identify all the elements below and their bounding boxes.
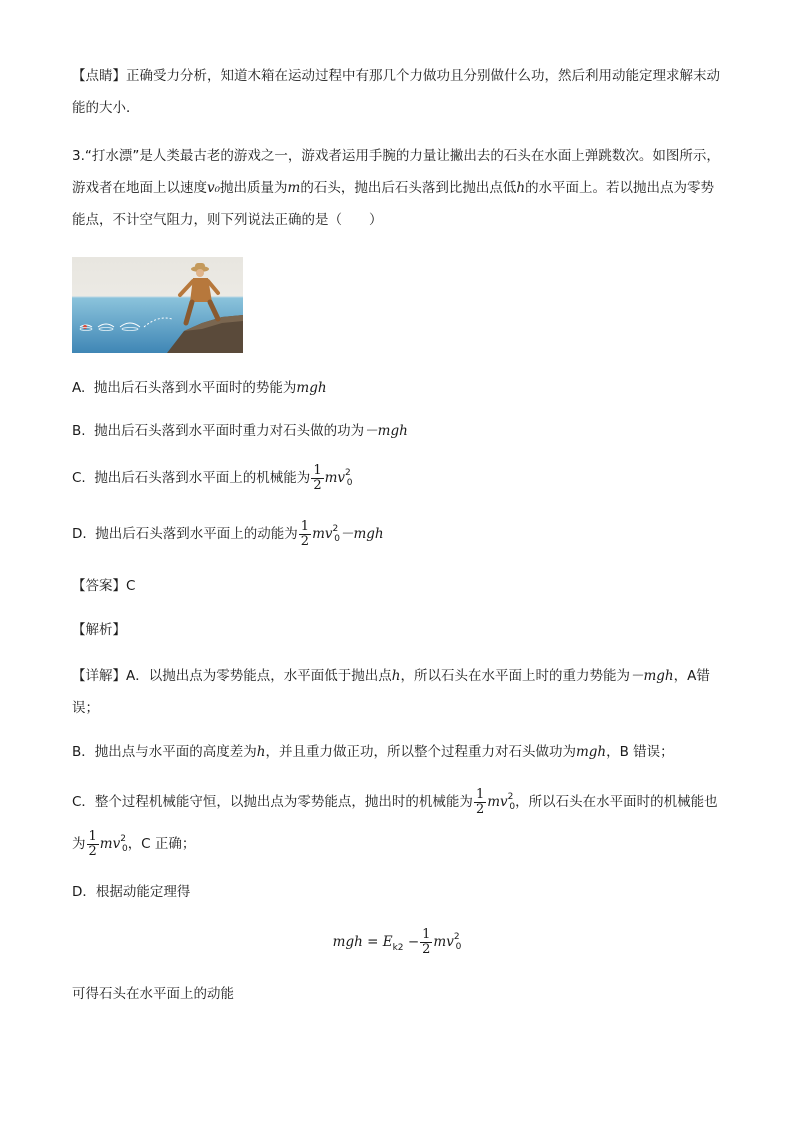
detail-text: ，B 错误；: [606, 744, 674, 760]
question-text: 的水平面上。若以抛出点为零势能点，不计空气阻力，则下列说法正确的是（ ）: [72, 180, 715, 228]
detail-text: ，所以石头在水平面时的机械能也为: [72, 794, 718, 852]
option-a-text: 抛出后石头落到水平面时的势能为: [93, 380, 297, 396]
fraction-half: $\frac{1}{2}$: [300, 518, 310, 549]
eq-lhs: mgh: [332, 934, 363, 950]
option-a-label: A.: [72, 380, 86, 396]
fraction-half: $\frac{1}{2}$: [422, 926, 431, 957]
option-b-text: 抛出后石头落到水平面时重力对石头做的功为: [94, 423, 365, 439]
option-b-label: B.: [72, 423, 86, 439]
option-b: [72, 415, 722, 447]
detail-text: 可得石头在水平面上的动能: [72, 986, 234, 1002]
detail-text: ，C 正确；: [127, 836, 196, 852]
detail-text: ，A错误；: [72, 668, 710, 716]
detail-b: [72, 736, 722, 768]
analysis-tag: 【解析】: [72, 622, 126, 638]
detail-c: C．整个过程机械能守恒，以抛出点为零势能点，抛出时的机械能为 $\frac{1}{2}$ $mv^2_0$，所以石头在水平面时的机械能也为 $\frac{1}{2}$ $mv^2_0$，C 正确；: [72, 786, 718, 859]
expr-mv: mv: [312, 526, 333, 542]
expr-mv: mv: [324, 470, 346, 486]
option-a: [72, 372, 722, 404]
answer-line: [72, 570, 722, 602]
var-h: h: [391, 668, 401, 684]
eq-minus: −: [407, 934, 420, 950]
detail-a: [72, 660, 722, 724]
question-text: “打水漂”是人类最古老的游戏之一，游戏者运用手腕的力量让撇出去的石头在水面上弹跳数次。如图所示，游戏者在地面上以速度: [72, 148, 720, 196]
option-d-label: D.: [72, 526, 87, 542]
detail-text: B．抛出点与水平面的高度差为: [72, 744, 257, 760]
question-text: 抛出质量为: [220, 180, 288, 196]
detail-text: C．整个过程机械能守恒，以抛出点为零势能点，抛出时的机械能为: [72, 794, 473, 810]
expr-mv: mv: [99, 836, 121, 852]
option-d-text: 抛出后石头落到水平面上的动能为: [95, 526, 298, 542]
var-v0: v₀: [207, 180, 221, 196]
var-h: h: [256, 744, 266, 760]
question-number: 3.: [72, 148, 85, 164]
analysis-heading: [72, 614, 722, 646]
stone-skipping-illustration: [72, 257, 243, 353]
answer-value: C: [126, 578, 136, 594]
fraction-half: $\frac{1}{2}$: [313, 462, 322, 493]
detail-text: D．根据动能定理得: [72, 884, 191, 900]
question-paragraph: [72, 140, 722, 236]
fraction-half: $\frac{1}{2}$: [88, 828, 97, 859]
note-tag: 【点睛】: [72, 68, 126, 84]
option-d-tail: －mgh: [339, 526, 384, 542]
question-text: 的石头，抛出后石头落到比抛出点低: [300, 180, 517, 196]
option-a-expr: mgh: [296, 380, 327, 396]
eq-ek-sub: k2: [392, 943, 404, 953]
detail-text: A．以抛出点为零势能点，水平面低于抛出点: [126, 668, 392, 684]
var-m: m: [287, 180, 301, 196]
option-c-text: 抛出后石头落到水平面上的机械能为: [94, 470, 311, 486]
detail-tag: 【详解】: [72, 668, 126, 684]
note-text: 正确受力分析，知道木箱在运动过程中有那几个力做功且分别做什么功，然后利用动能定理求解末动能的大小．: [72, 68, 720, 116]
option-c: C. 抛出后石头落到水平面上的机械能为 $\frac{1}{2}$ $mv^2_0$: [72, 462, 353, 493]
detail-last-line: [72, 978, 722, 1010]
detail-text: ，并且重力做正功，所以整个过程重力对石头做功为: [265, 744, 576, 760]
eq-ek: E: [382, 934, 393, 950]
detail-b-expr: mgh: [575, 744, 607, 760]
expr-mv: mv: [487, 794, 508, 810]
note-paragraph: [72, 60, 722, 124]
expr-mv: mv: [433, 934, 454, 950]
eq-equals: =: [367, 934, 379, 950]
fraction-half: $\frac{1}{2}$: [475, 786, 485, 817]
detail-a-expr: －mgh: [629, 668, 674, 684]
detail-d: [72, 876, 722, 908]
answer-tag: 【答案】: [72, 578, 126, 594]
option-c-label: C.: [72, 470, 86, 486]
option-d: D. 抛出后石头落到水平面上的动能为 $\frac{1}{2}$ $mv^2_0-mgh$: [72, 518, 384, 549]
detail-text: ，所以石头在水平面上时的重力势能为: [400, 668, 630, 684]
kinetic-energy-equation: mgh = $E_{k2}$ − $\frac{1}{2}$ $mv^2_0$: [332, 926, 462, 957]
option-b-expr: －mgh: [364, 423, 408, 439]
var-h: h: [516, 180, 526, 196]
